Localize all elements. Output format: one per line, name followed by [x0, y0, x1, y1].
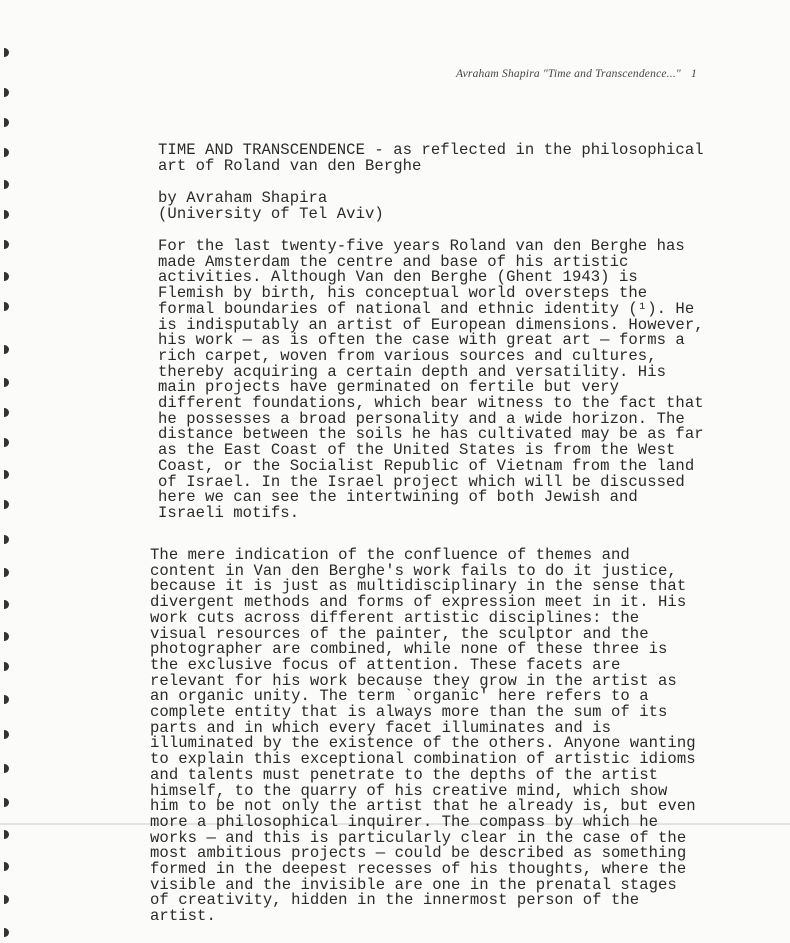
punch-hole — [4, 730, 9, 739]
text-line: different foundations, which bear witness to the fact that — [158, 394, 704, 413]
punch-hole — [4, 632, 9, 641]
punch-hole — [4, 302, 9, 311]
title-line: TIME AND TRANSCENDENCE - as reflected in the philosophical — [158, 141, 704, 159]
text-line: an organic unity. The term `organic' here refers to a — [150, 687, 649, 706]
text-line: visible and the invisible are one in the prenatal stages — [150, 875, 677, 894]
text-line: most ambitious projects — could be described as something — [150, 844, 687, 863]
text-line: of creativity, hidden in the innermost person of the — [150, 891, 640, 910]
text-line: the exclusive focus of attention. These facets are — [150, 655, 621, 674]
text-line: For the last twenty-five years Roland van den Berghe has — [158, 237, 685, 255]
punch-hole — [4, 240, 9, 249]
punch-hole — [4, 895, 9, 904]
punch-hole — [4, 830, 9, 839]
text-line: works — and this is particularly clear in the case of the — [150, 828, 687, 847]
punch-hole — [4, 48, 9, 57]
text-line: because it is just as multidisciplinary in the sense that — [150, 577, 687, 596]
punch-hole — [4, 862, 9, 871]
author-byline — [158, 191, 384, 222]
text-line: him to be not only the artist that he already is, but even — [150, 797, 696, 816]
punch-hole — [4, 148, 9, 157]
punch-hole — [4, 88, 9, 97]
text-line: visual resources of the painter, the sculptor and the — [150, 624, 649, 643]
punch-hole — [4, 378, 9, 387]
binding-holes — [4, 0, 14, 943]
author-line: (University of Tel Aviv) — [158, 204, 384, 223]
paragraph-2 — [150, 548, 696, 925]
document-title — [158, 143, 704, 174]
punch-hole — [4, 928, 9, 937]
text-line: The mere indication of the confluence of themes and — [150, 546, 630, 564]
text-line: content in Van den Berghe's work fails to do it justice, — [150, 561, 677, 580]
punch-hole — [4, 535, 9, 544]
text-line: and talents must penetrate to the depths of the artist — [150, 765, 659, 784]
text-line: he possesses a broad personality and a wide horizon. The — [158, 409, 685, 428]
author-line: by Avraham Shapira — [158, 189, 328, 207]
punch-hole — [4, 764, 9, 773]
text-line: artist. — [150, 907, 216, 926]
punch-hole — [4, 568, 9, 577]
punch-hole — [4, 600, 9, 609]
running-title: Avraham Shapira "Time and Transcendence..." — [456, 68, 681, 80]
text-line: relevant for his work because they grow in the artist as — [150, 671, 677, 690]
punch-hole — [4, 408, 9, 417]
punch-hole — [4, 470, 9, 479]
punch-hole — [4, 272, 9, 281]
text-line: formal boundaries of national and ethnic identity (¹). He — [158, 299, 695, 318]
text-line: as the East Coast of the United States is from the West — [158, 441, 676, 460]
punch-hole — [4, 662, 9, 671]
page-number: 1 — [690, 68, 697, 80]
text-line: formed in the deepest recesses of his thoughts, where the — [150, 860, 687, 879]
text-line: activities. Although Van den Berghe (Ghent 1943) is — [158, 268, 638, 287]
punch-hole — [4, 798, 9, 807]
paragraph-1 — [158, 239, 704, 522]
punch-hole — [4, 438, 9, 447]
text-line: complete entity that is always more than the sum of its — [150, 703, 668, 722]
punch-hole — [4, 695, 9, 704]
text-line: divergent methods and forms of expression meet in it. His — [150, 593, 687, 612]
text-line: work cuts across different artistic disciplines: the — [150, 608, 640, 627]
running-header — [456, 68, 697, 80]
text-line: Flemish by birth, his conceptual world oversteps the — [158, 284, 648, 303]
text-line: thereby acquiring a certain depth and versatility. His — [158, 362, 667, 381]
text-line: Israeli motifs. — [158, 503, 300, 522]
punch-hole — [4, 180, 9, 189]
title-line: art of Roland van den Berghe — [158, 156, 422, 175]
text-line: main projects have germinated on fertile but very — [158, 378, 619, 397]
text-line: Coast, or the Socialist Republic of Vietnam from the land — [158, 456, 695, 475]
punch-hole — [4, 345, 9, 354]
punch-hole — [4, 118, 9, 127]
text-line: parts and in which every facet illuminates and is — [150, 718, 611, 737]
text-line: illuminated by the existence of the others. Anyone wanting — [150, 734, 696, 753]
punch-hole — [4, 500, 9, 509]
text-line: to explain this exceptional combination of artistic idioms — [150, 750, 696, 769]
text-line: his work — as is often the case with great art — forms a — [158, 331, 685, 350]
text-line: more a philosophical inquirer. The compass by which he — [150, 812, 659, 831]
text-line: made Amsterdam the centre and base of his artistic — [158, 252, 629, 271]
text-line: is indisputably an artist of European dimensions. However, — [158, 315, 704, 334]
text-line: rich carpet, woven from various sources and cultures, — [158, 346, 657, 365]
text-line: photographer are combined, while none of these three is — [150, 640, 668, 659]
punch-hole — [4, 210, 9, 219]
text-line: himself, to the quarry of his creative mind, which show — [150, 781, 668, 800]
text-line: distance between the soils he has cultivated may be as far — [158, 425, 704, 444]
text-line: of Israel. In the Israel project which will be discussed — [158, 472, 685, 491]
text-line: here we can see the intertwining of both Jewish and — [158, 488, 638, 507]
